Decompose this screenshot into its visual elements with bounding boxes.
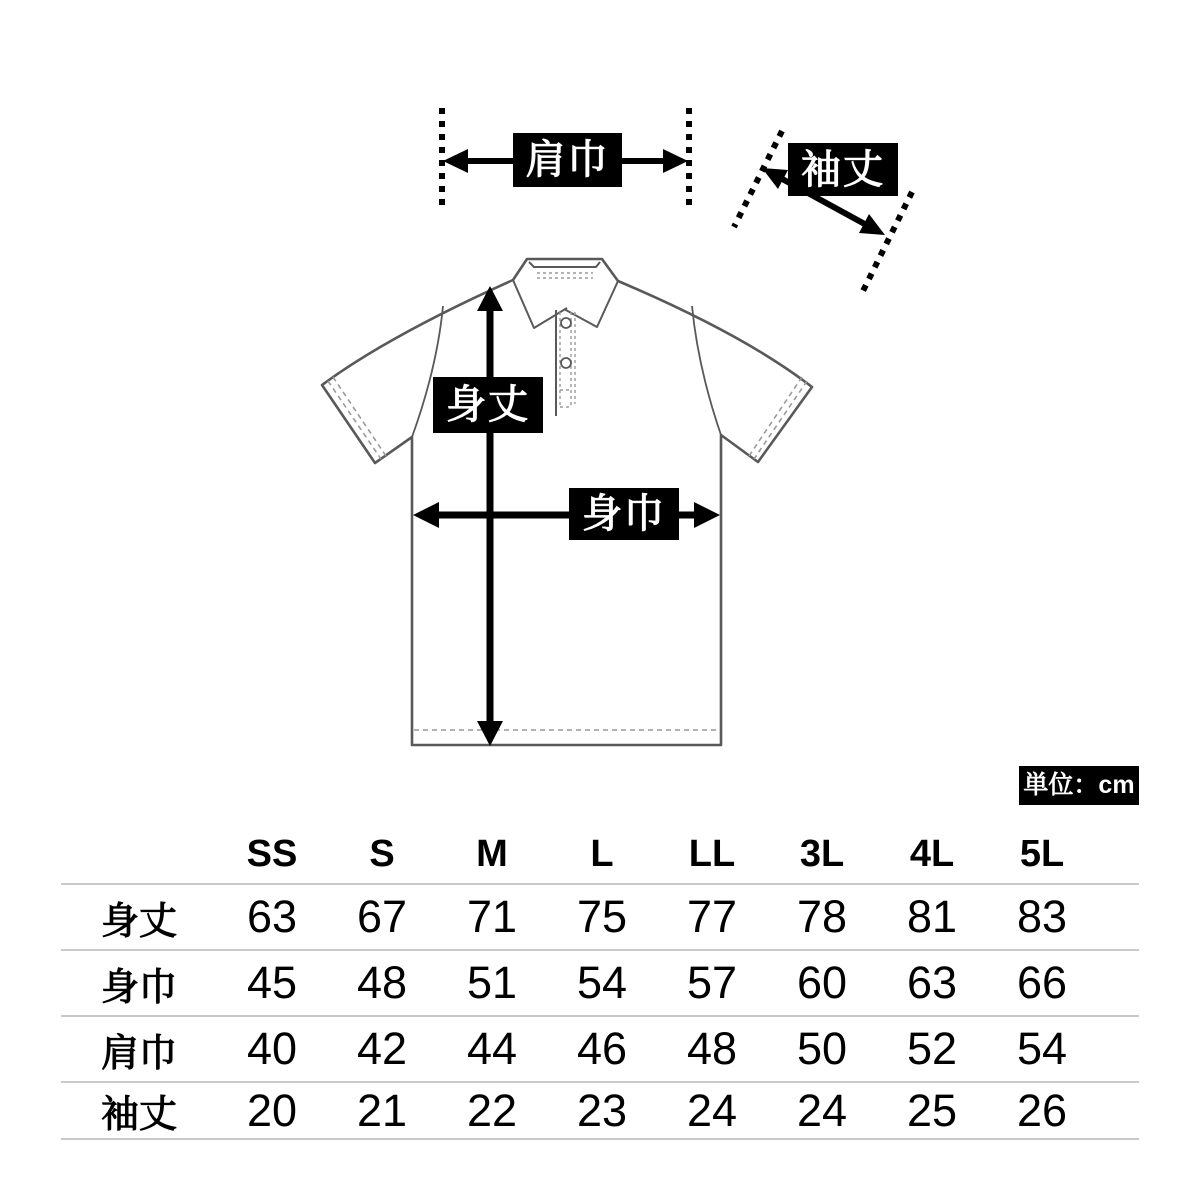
size-value: 42 xyxy=(356,1023,408,1074)
size-header-LL: LL xyxy=(688,833,736,875)
size-value: 40 xyxy=(246,1023,298,1074)
size-header-4L: 4L xyxy=(909,833,955,875)
size-table-spacer xyxy=(1097,826,1139,884)
size-value: 63 xyxy=(246,891,298,942)
size-value: 48 xyxy=(356,957,408,1008)
size-table-row xyxy=(61,1082,1139,1139)
polo-shirt-drawing xyxy=(322,259,812,745)
row-spacer xyxy=(1097,950,1139,1016)
size-value: 51 xyxy=(466,957,518,1008)
shoulder-width-label: 肩巾 xyxy=(513,133,622,187)
size-value: 25 xyxy=(906,1084,958,1136)
measurement-row-label: 肩巾 xyxy=(100,1032,177,1075)
size-header-3L: 3L xyxy=(799,833,845,875)
size-header-S: S xyxy=(369,833,395,875)
size-value: 78 xyxy=(796,891,848,942)
size-header-L: L xyxy=(590,833,614,875)
size-value: 24 xyxy=(686,1084,738,1136)
size-table-row xyxy=(61,950,1139,1016)
size-value: 23 xyxy=(576,1084,628,1136)
arrowhead-right xyxy=(663,149,688,173)
size-value: 20 xyxy=(246,1084,298,1136)
size-value: 75 xyxy=(576,891,628,942)
size-value: 57 xyxy=(686,957,738,1008)
row-spacer xyxy=(1097,1016,1139,1082)
placket-button-top xyxy=(561,318,571,328)
size-value: 54 xyxy=(576,957,628,1008)
shirt-outline xyxy=(322,259,812,745)
size-value: 71 xyxy=(466,891,518,942)
size-table xyxy=(61,826,1139,1140)
size-value: 60 xyxy=(796,957,848,1008)
body-width-label: 身巾 xyxy=(569,488,679,540)
size-value: 44 xyxy=(466,1023,518,1074)
size-header-SS: SS xyxy=(246,833,298,875)
size-value: 45 xyxy=(246,957,298,1008)
size-value: 46 xyxy=(576,1023,628,1074)
size-table-body xyxy=(61,884,1139,1139)
extent-dotted-line-right xyxy=(863,192,912,291)
size-value: 24 xyxy=(796,1084,848,1136)
row-spacer xyxy=(1097,884,1139,950)
placket-button-bottom xyxy=(561,358,571,368)
size-value: 52 xyxy=(906,1023,958,1074)
measurement-row-label: 身丈 xyxy=(100,900,177,943)
size-value: 67 xyxy=(356,891,408,942)
size-value: 26 xyxy=(1016,1084,1068,1136)
size-value: 48 xyxy=(686,1023,738,1074)
size-table-corner xyxy=(61,826,217,884)
size-value: 22 xyxy=(466,1084,518,1136)
size-value: 77 xyxy=(686,891,738,942)
measurement-row-label: 身巾 xyxy=(100,966,177,1009)
arrowhead-left xyxy=(443,149,468,173)
measurement-row-label: 袖丈 xyxy=(100,1094,177,1136)
size-table-row xyxy=(61,884,1139,950)
body-length-label: 身丈 xyxy=(433,377,543,433)
size-value: 63 xyxy=(906,957,958,1008)
size-value: 81 xyxy=(906,891,958,942)
size-value: 54 xyxy=(1016,1023,1068,1074)
unit-badge: 単位：cm xyxy=(1019,766,1139,805)
size-value: 66 xyxy=(1016,957,1068,1008)
size-table-head xyxy=(61,826,1139,884)
size-table-row xyxy=(61,1016,1139,1082)
size-header-5L: 5L xyxy=(1019,833,1065,875)
size-table-head-row xyxy=(61,826,1139,884)
size-value: 83 xyxy=(1016,891,1068,942)
size-value: 21 xyxy=(356,1084,408,1136)
sleeve-length-label: 袖丈 xyxy=(788,143,898,196)
size-value: 50 xyxy=(796,1023,848,1074)
size-header-M: M xyxy=(476,833,508,875)
row-spacer xyxy=(1097,1082,1139,1139)
